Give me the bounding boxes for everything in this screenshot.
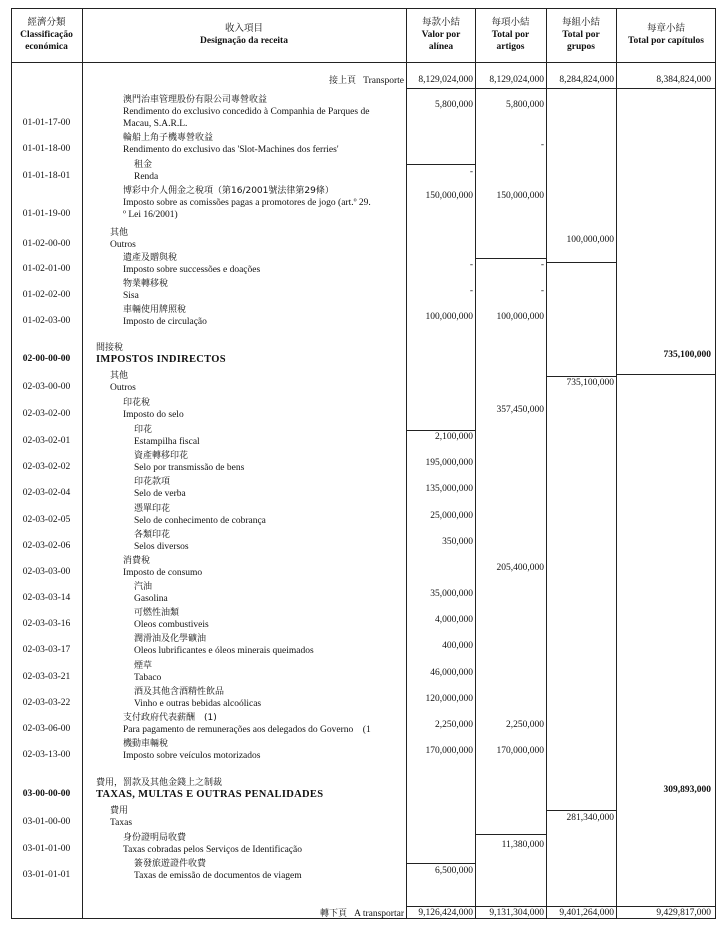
row-value-alinea: 170,000,000 [425, 746, 473, 756]
row-label-pt: Para pagamento de remunerações aos delegados do Governo (1 [123, 725, 371, 735]
row-label-zh: 煙草 [134, 661, 153, 671]
row-code: 01-01-17-00 [22, 118, 71, 128]
row-label-zh: 機動車輛稅 [123, 739, 169, 749]
row-label-zh: 汽油 [134, 582, 153, 592]
row-value-alinea: 2,100,000 [435, 432, 473, 442]
row-value-grupos: 281,340,000 [566, 813, 614, 823]
row-label-zh: 其他 [110, 371, 129, 381]
col-divider-grupos [616, 8, 617, 919]
row-label-pt: º Lei 16/2001) [123, 210, 178, 220]
row-label-pt: Imposto sobre successões e doações [123, 265, 261, 275]
row-code: 03-00-00-00 [22, 789, 71, 799]
cell-rule [547, 810, 616, 811]
row-label-zh: 遺產及贈與稅 [123, 253, 178, 263]
row-label-zh: 其他 [110, 228, 129, 238]
transport-in-alinea: 8,129,024,000 [418, 75, 473, 85]
row-label-zh: 身份證明局收費 [123, 833, 187, 843]
row-value-artigos: 205,400,000 [496, 563, 544, 573]
header-rule [11, 62, 715, 63]
row-label-pt: Sisa [123, 291, 139, 301]
row-code: 03-01-01-00 [22, 844, 71, 854]
row-label-zh: 支付政府代表薪酬 (1) [123, 713, 217, 723]
row-label-pt: Estampilha fiscal [134, 437, 200, 447]
row-code: 01-02-03-00 [22, 316, 71, 326]
row-value-artigos: 5,800,000 [506, 100, 544, 110]
row-label-pt: Outros [110, 383, 136, 393]
row-code: 02-03-03-21 [22, 672, 71, 682]
header-item: 收入項目 Designação da receita [200, 23, 288, 46]
row-label-zh: 租金 [134, 160, 153, 170]
row-code: 01-01-18-00 [22, 144, 71, 154]
header-grupos: 每組小結 Total por grupos [561, 17, 600, 52]
row-label-pt: Gasolina [134, 594, 168, 604]
row-value-capitulos: 735,100,000 [663, 350, 711, 360]
row-value-alinea: 4,000,000 [435, 615, 473, 625]
row-value-artigos: 150,000,000 [496, 191, 544, 201]
row-label-pt: Imposto de circulação [123, 317, 207, 327]
row-value-artigos: 2,250,000 [506, 720, 544, 730]
row-value-alinea: 135,000,000 [425, 484, 473, 494]
row-label-pt: Renda [134, 172, 159, 182]
cell-rule [617, 374, 715, 375]
border-top [11, 8, 715, 9]
cell-rule [407, 164, 475, 165]
row-label-zh: 印花款項 [134, 477, 171, 487]
header-alinea: 每款小結 Valor por alínea [421, 17, 461, 52]
row-code: 02-03-13-00 [22, 750, 71, 760]
row-label-pt: Tabaco [134, 673, 162, 683]
row-value-artigos: - [540, 260, 544, 270]
row-label-pt: Taxas cobradas pelos Serviços de Identificação [123, 845, 302, 855]
row-label-zh: 可燃性油類 [134, 608, 180, 618]
row-code: 02-03-02-04 [22, 488, 71, 498]
row-code: 02-03-02-01 [22, 436, 71, 446]
row-label-pt: Rendimento do exclusivo concedido à Companhia de Parques de [123, 107, 370, 117]
row-label-pt: Imposto sobre as comissões pagas a promotores de jogo (art.º 29. [123, 198, 371, 208]
row-label-zh: 車輛使用牌照稅 [123, 305, 187, 315]
transport-out-capitulos: 9,429,817,000 [656, 908, 711, 918]
row-label-zh: 輪船上角子機專營收益 [123, 133, 214, 143]
border-right [715, 8, 716, 919]
header-capitulos: 每章小結 Total por capítulos [627, 23, 705, 46]
cell-rule [547, 262, 616, 263]
row-code: 02-03-06-00 [22, 724, 71, 734]
row-code: 02-03-03-22 [22, 698, 71, 708]
transport-in-capitulos: 8,384,824,000 [656, 75, 711, 85]
row-value-alinea: 195,000,000 [425, 458, 473, 468]
row-label-pt: Taxas [110, 818, 133, 828]
row-label-pt: Imposto sobre veículos motorizados [123, 751, 261, 761]
row-code: 01-01-18-01 [22, 171, 71, 181]
cell-rule [407, 863, 475, 864]
row-label-zh: 消費稅 [123, 556, 151, 566]
row-code: 01-02-01-00 [22, 264, 71, 274]
row-label-pt: Selo de verba [134, 489, 186, 499]
col-divider-code [82, 8, 83, 919]
row-label-zh: 憑單印花 [134, 504, 171, 514]
row-value-grupos: 735,100,000 [566, 378, 614, 388]
row-label-zh: 費用 [110, 806, 129, 816]
row-label-pt: Macau, S.A.R.L. [123, 119, 188, 129]
transport-out-label: 轉下頁 A transportar [319, 909, 404, 919]
row-label-pt: Vinho e outras bebidas alcoólicas [134, 699, 262, 709]
cell-rule [476, 834, 546, 835]
row-label-pt: Selos diversos [134, 542, 189, 552]
row-label-pt: Oleos combustiveis [134, 620, 209, 630]
transport-in-grupos: 8,284,824,000 [559, 75, 614, 85]
row-value-artigos: - [540, 140, 544, 150]
row-label-pt: TAXAS, MULTAS E OUTRAS PENALIDADES [96, 789, 324, 800]
header-artigos: 每項小結 Total por artigos [491, 17, 530, 52]
row-code: 02-03-03-17 [22, 645, 71, 655]
row-value-alinea: 46,000,000 [430, 668, 473, 678]
row-code: 03-01-01-01 [22, 870, 71, 880]
row-code: 02-03-03-14 [22, 593, 71, 603]
row-value-artigos: 11,380,000 [501, 840, 544, 850]
row-label-zh: 各類印花 [134, 530, 171, 540]
row-label-zh: 簽發旅遊證件收費 [134, 859, 207, 869]
row-value-alinea: 120,000,000 [425, 694, 473, 704]
transport-out-alinea: 9,126,424,000 [418, 908, 473, 918]
row-value-alinea: - [469, 167, 473, 177]
row-label-pt: Selo de conhecimento de cobrança [134, 516, 266, 526]
transport-in-rule [406, 88, 715, 89]
transport-in-label: 接上頁 Transporte [329, 76, 404, 86]
cell-rule [476, 258, 546, 259]
row-value-alinea: 5,800,000 [435, 100, 473, 110]
row-value-alinea: 100,000,000 [425, 312, 473, 322]
row-label-pt: Imposto do selo [123, 410, 184, 420]
row-value-alinea: - [469, 286, 473, 296]
row-label-pt: IMPOSTOS INDIRECTOS [96, 354, 226, 365]
row-code: 02-03-02-06 [22, 541, 71, 551]
row-value-alinea: 400,000 [442, 641, 473, 651]
row-label-zh: 澳門治車管理股份有限公司專營收益 [123, 95, 268, 105]
row-label-pt: Outros [110, 240, 136, 250]
row-label-pt: Imposto de consumo [123, 568, 203, 578]
header-classification: 經濟分類 Classificação económica [20, 17, 73, 52]
row-code: 01-01-19-00 [22, 209, 71, 219]
row-code: 02-03-03-00 [22, 567, 71, 577]
row-value-capitulos: 309,893,000 [663, 785, 711, 795]
row-label-zh: 酒及其他含酒精性飲品 [134, 687, 225, 697]
row-value-alinea: - [469, 260, 473, 270]
row-value-alinea: 2,250,000 [435, 720, 473, 730]
row-code: 02-03-03-16 [22, 619, 71, 629]
row-code: 02-03-02-00 [22, 409, 71, 419]
row-code: 01-02-02-00 [22, 290, 71, 300]
row-code: 02-00-00-00 [22, 354, 71, 364]
col-divider-artigos [546, 8, 547, 919]
row-code: 03-01-00-00 [22, 817, 71, 827]
row-label-zh: 物業轉移稅 [123, 279, 169, 289]
row-value-alinea: 350,000 [442, 537, 473, 547]
row-label-zh: 潤滑油及化學礦油 [134, 634, 207, 644]
row-value-alinea: 25,000,000 [430, 511, 473, 521]
transport-out-rule [406, 906, 715, 907]
row-label-zh: 印花 [134, 425, 153, 435]
row-value-artigos: - [540, 286, 544, 296]
row-label-zh: 間接稅 [96, 343, 124, 353]
row-value-artigos: 100,000,000 [496, 312, 544, 322]
row-value-alinea: 6,500,000 [435, 866, 473, 876]
transport-out-grupos: 9,401,264,000 [559, 908, 614, 918]
row-value-alinea: 150,000,000 [425, 191, 473, 201]
row-label-pt: Selo por transmissão de bens [134, 463, 245, 473]
transport-in-artigos: 8,129,024,000 [489, 75, 544, 85]
row-label-zh: 博彩中介人佣金之稅項（第16/2001號法律第29條） [123, 186, 334, 196]
row-label-pt: Taxas de emissão de documentos de viagem [134, 871, 302, 881]
cell-rule [407, 430, 475, 431]
row-label-pt: Oleos lubrificantes e óleos minerais queimados [134, 646, 314, 656]
row-label-pt: Rendimento do exclusivo das 'Slot-Machines dos ferries' [123, 145, 339, 155]
row-value-artigos: 170,000,000 [496, 746, 544, 756]
row-label-zh: 費用，罰款及其他金錢上之制裁 [96, 778, 223, 788]
transport-out-artigos: 9,131,304,000 [489, 908, 544, 918]
row-code: 02-03-02-02 [22, 462, 71, 472]
row-value-alinea: 35,000,000 [430, 589, 473, 599]
row-value-grupos: 100,000,000 [566, 235, 614, 245]
row-code: 02-03-02-05 [22, 515, 71, 525]
row-code: 02-03-00-00 [22, 382, 71, 392]
row-label-zh: 印花稅 [123, 398, 151, 408]
row-code: 01-02-00-00 [22, 239, 71, 249]
cell-rule [547, 376, 616, 377]
row-label-zh: 資產轉移印花 [134, 451, 189, 461]
row-value-artigos: 357,450,000 [496, 405, 544, 415]
